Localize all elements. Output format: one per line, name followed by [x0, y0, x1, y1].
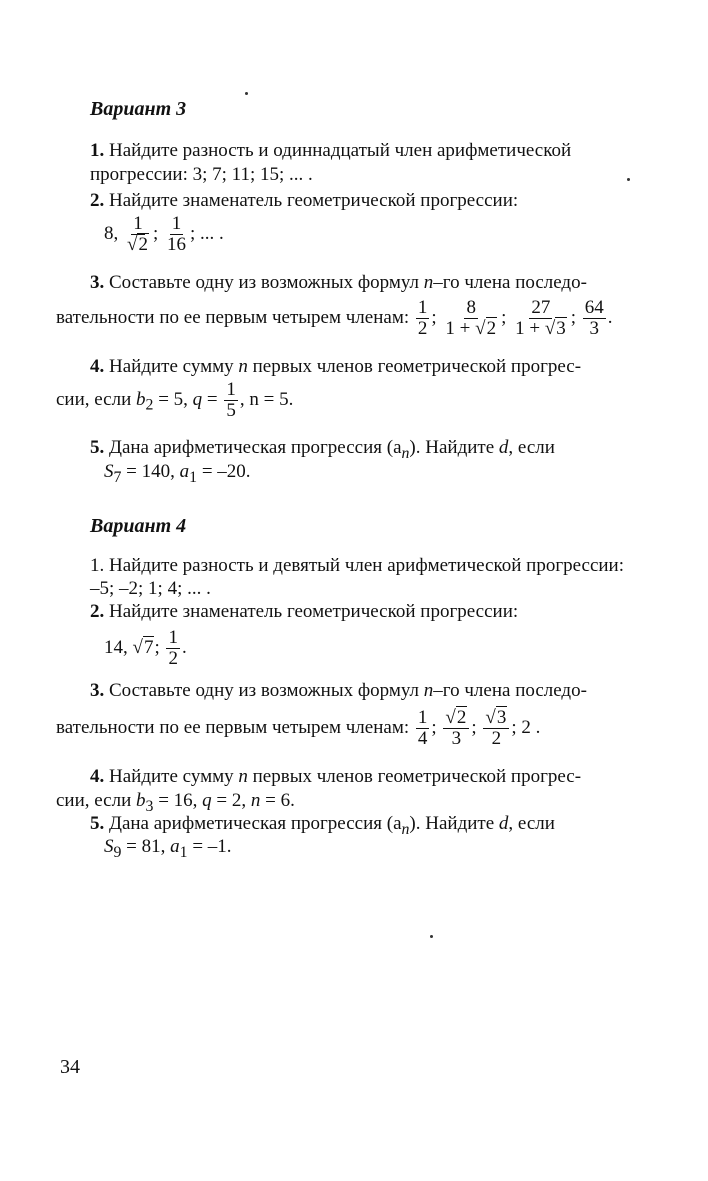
- v3-task4-q-var: q: [192, 388, 203, 410]
- v4-task5-d: d: [498, 813, 509, 834]
- v3-task5-s-sub: 7: [113, 468, 122, 486]
- v4-task4-text-a: Найдите сумму: [109, 766, 234, 787]
- v3-task3-f2-den-a: 1 +: [445, 317, 471, 339]
- v3-task4-line2: [56, 380, 293, 421]
- v4-task2-radicand: 7: [143, 636, 154, 658]
- v3-task5-a-var: a: [179, 461, 190, 482]
- v3-task4-q-num: 1: [226, 379, 236, 400]
- v4-task4-line2: [56, 790, 295, 816]
- v4-task3-fraction-2: [443, 708, 469, 749]
- sqrt-symbol: √2: [475, 317, 497, 339]
- v3-task4-q-fraction: [224, 380, 238, 421]
- v3-task4-var-n: n: [238, 356, 248, 377]
- v3-task2-f1-radicand: 2: [138, 233, 148, 255]
- v3-task3-f3-num: 27: [531, 297, 551, 318]
- v4-task3-f3-radicand: 3: [496, 707, 507, 728]
- v3-task3-fraction-3: [513, 298, 569, 339]
- v3-task4-n-part: , n = 5.: [239, 388, 294, 410]
- v3-task4-text-b: первых членов геометрической прогрес-: [252, 356, 582, 377]
- page-number: 34: [60, 1056, 80, 1078]
- v4-task1-line1: [90, 555, 624, 577]
- v4-task5-line1: [90, 813, 555, 839]
- v4-task5-s-var: S: [104, 836, 114, 857]
- v3-task3-f2-num: 8: [466, 297, 476, 318]
- v3-task3-fraction-4: [583, 298, 606, 339]
- v4-task4-q-val: = 2,: [216, 790, 247, 811]
- v3-task3-f4-den: 3: [589, 317, 600, 339]
- v4-task3-text-c: вательности по ее первым четырем членам:: [56, 716, 410, 738]
- v3-task5-line2: [104, 461, 251, 487]
- v3-task3-number: 3.: [90, 272, 105, 293]
- v3-task5-text-b: ). Найдите: [409, 437, 495, 458]
- sqrt-symbol: √2: [445, 707, 467, 728]
- v4-task4-text-c: сии, если: [56, 790, 132, 811]
- v4-task2-end: .: [181, 636, 187, 658]
- v3-task3-text-a: Составьте одну из возможных формул: [109, 272, 420, 293]
- v3-task5-a-val: = –20.: [201, 461, 251, 482]
- v4-task4-b-var: b: [136, 790, 146, 811]
- v4-task3-f1-den: 4: [417, 727, 428, 749]
- v3-task2-tail: ; ... .: [189, 222, 224, 244]
- v4-task5-sub-n: n: [401, 820, 410, 838]
- v4-task1-line2: –5; –2; 1; 4; ... .: [90, 578, 211, 599]
- v4-task5-text-b: ). Найдите: [409, 813, 495, 834]
- sqrt-symbol: √3: [485, 707, 507, 728]
- v3-task3-f1-num: 1: [417, 297, 428, 318]
- v3-task5-text-a: Дана арифметическая прогрессия (a: [109, 437, 402, 458]
- v3-task5-s-var: S: [104, 461, 114, 482]
- variant4-title: Вариант 4: [90, 515, 187, 537]
- v4-task2-f-num: 1: [168, 627, 178, 648]
- v3-task2-fraction-2: [165, 214, 188, 255]
- v3-task4-q-den: 5: [226, 399, 236, 421]
- v4-task3-text-b: –го члена последо-: [433, 680, 587, 701]
- v4-task2-first-term: 14,: [104, 636, 128, 658]
- v4-task3-var-n: n: [423, 680, 434, 701]
- sqrt-symbol: √2: [127, 233, 148, 255]
- v4-task3-fraction-3: [483, 708, 509, 749]
- v3-task4-line1: [90, 356, 581, 378]
- v4-task1-number: 1.: [90, 555, 105, 576]
- v4-task5-s-sub: 9: [113, 843, 122, 861]
- v3-task1-line2: прогрессии: 3; 7; 11; 15; ... .: [90, 164, 313, 185]
- v3-task5-text-c: , если: [508, 437, 555, 458]
- scan-speck: [430, 935, 433, 938]
- v3-task3-text-b: –го члена последо-: [433, 272, 587, 293]
- v3-task3-line1: [90, 272, 587, 294]
- v4-task4-b-val: = 16,: [158, 790, 198, 811]
- v3-task4-text-c: сии, если: [56, 388, 132, 410]
- v3-task3-f1-den: 2: [417, 317, 428, 339]
- v4-task4-text-b: первых членов геометрической прогрес-: [252, 766, 582, 787]
- v4-task4-q-var: q: [202, 790, 212, 811]
- v3-task1-line1: [90, 140, 571, 162]
- v3-task2-sequence: 8, $\frac{1}{√2}$ ; $\frac{1}{16}$ ; ... .: [104, 213, 224, 255]
- v3-task3-end: .: [607, 306, 613, 328]
- v3-task5-sub-n: n: [401, 444, 410, 462]
- v3-task5-s-val: = 140,: [126, 461, 175, 482]
- v4-task3-fraction-1: [416, 708, 430, 749]
- v4-task3-f2-radicand: 2: [456, 707, 467, 728]
- v3-task4-q-eq: =: [206, 388, 218, 410]
- v4-task4-n-val: = 6.: [265, 790, 295, 811]
- v4-task4-number: 4.: [90, 766, 105, 787]
- v4-task4-var-n: n: [238, 766, 248, 787]
- scan-speck: [627, 178, 630, 181]
- v3-task4-b-var: b: [136, 388, 146, 410]
- v3-task4-text-a: Найдите сумму: [109, 356, 234, 377]
- v3-task2-f1-numerator: 1: [133, 213, 143, 234]
- v4-task5-a-sub: 1: [179, 843, 188, 861]
- v4-task4-line1: [90, 766, 581, 788]
- v3-task3-f4-num: 64: [584, 297, 604, 318]
- v4-task2-sequence: 14, √7; $\frac{1}{2}$ .: [104, 627, 187, 669]
- v3-task5-d: d: [498, 437, 509, 458]
- scan-speck: [245, 92, 248, 95]
- v3-task5-line1: [90, 437, 555, 463]
- v3-task4-number: 4.: [90, 356, 105, 377]
- v4-task5-a-val: = –1.: [192, 836, 232, 857]
- v3-task2-f2-denominator: 16: [166, 233, 186, 255]
- v4-task2-line1: [90, 601, 518, 623]
- v3-task3-f2-radicand: 2: [486, 317, 497, 339]
- v3-task5-number: 5.: [90, 437, 105, 458]
- v3-task2-f2-numerator: 1: [171, 213, 182, 234]
- v3-task2-first-term: 8,: [104, 222, 119, 244]
- v3-task5-a-sub: 1: [189, 468, 198, 486]
- v3-task4-b-sub: 2: [145, 396, 154, 414]
- v4-task3-f3-den: 2: [491, 727, 502, 749]
- variant3-title: Вариант 3: [90, 98, 187, 120]
- v4-task5-number: 5.: [90, 813, 105, 834]
- v3-task1-text: Найдите разность и одиннадцатый член арифметической: [109, 140, 572, 161]
- v4-task3-line2: вательности по ее первым четырем членам: $\frac{1}{4}$ ; $\frac{√2}{3}$ ; $\frac{√3}{2}$ ; 2 .: [56, 707, 541, 749]
- v3-task4-b-val: = 5,: [158, 388, 188, 410]
- v4-task3-tail: ; 2 .: [511, 716, 541, 738]
- v3-task2-line1: [90, 190, 518, 212]
- v4-task2-fraction: [166, 628, 180, 669]
- v4-task3-line1: [90, 680, 587, 702]
- v3-task1-number: 1.: [90, 140, 105, 161]
- v3-task3-line2: вательности по ее первым четырем членам: $\frac{1}{2}$ ; $\frac{8}{1 + √2}$ ; $\frac{27}{1 + √3}$ ; $\frac{64}{3}$ .: [56, 297, 613, 339]
- v3-task3-fraction-2: [443, 298, 499, 339]
- v4-task4-b-sub: 3: [145, 797, 154, 815]
- v4-task3-f1-num: 1: [417, 707, 428, 728]
- v4-task5-a-var: a: [170, 836, 180, 857]
- v4-task5-text-c: , если: [508, 813, 555, 834]
- sqrt-symbol: √3: [544, 317, 566, 339]
- sqrt-symbol: √7: [132, 636, 154, 658]
- v4-task2-f-den: 2: [168, 647, 178, 669]
- v3-task3-var-n: n: [423, 272, 434, 293]
- v3-task2-number: 2.: [90, 190, 105, 211]
- v4-task3-text-a: Составьте одну из возможных формул: [109, 680, 420, 701]
- v3-task3-fraction-1: [416, 298, 430, 339]
- v4-task5-text-a: Дана арифметическая прогрессия (a: [109, 813, 402, 834]
- v3-task2-text: Найдите знаменатель геометрической прогрессии:: [109, 190, 519, 211]
- v4-task3-f2-den: 3: [451, 727, 462, 749]
- v3-task3-f3-den-a: 1 +: [515, 317, 541, 339]
- v4-task1-text: Найдите разность и девятый член арифметической прогрессии:: [109, 555, 624, 576]
- v3-task3-f3-radicand: 3: [556, 317, 566, 339]
- v4-task2-text: Найдите знаменатель геометрической прогрессии:: [109, 601, 519, 622]
- v4-task4-n-var: n: [250, 790, 261, 811]
- v4-task5-line2: [104, 836, 232, 862]
- v4-task5-s-val: = 81,: [126, 836, 166, 857]
- v4-task2-number: 2.: [90, 601, 105, 622]
- v3-task3-text-c: вательности по ее первым четырем членам:: [56, 306, 410, 328]
- v3-task2-fraction-1: [125, 214, 151, 255]
- v4-task3-number: 3.: [90, 680, 105, 701]
